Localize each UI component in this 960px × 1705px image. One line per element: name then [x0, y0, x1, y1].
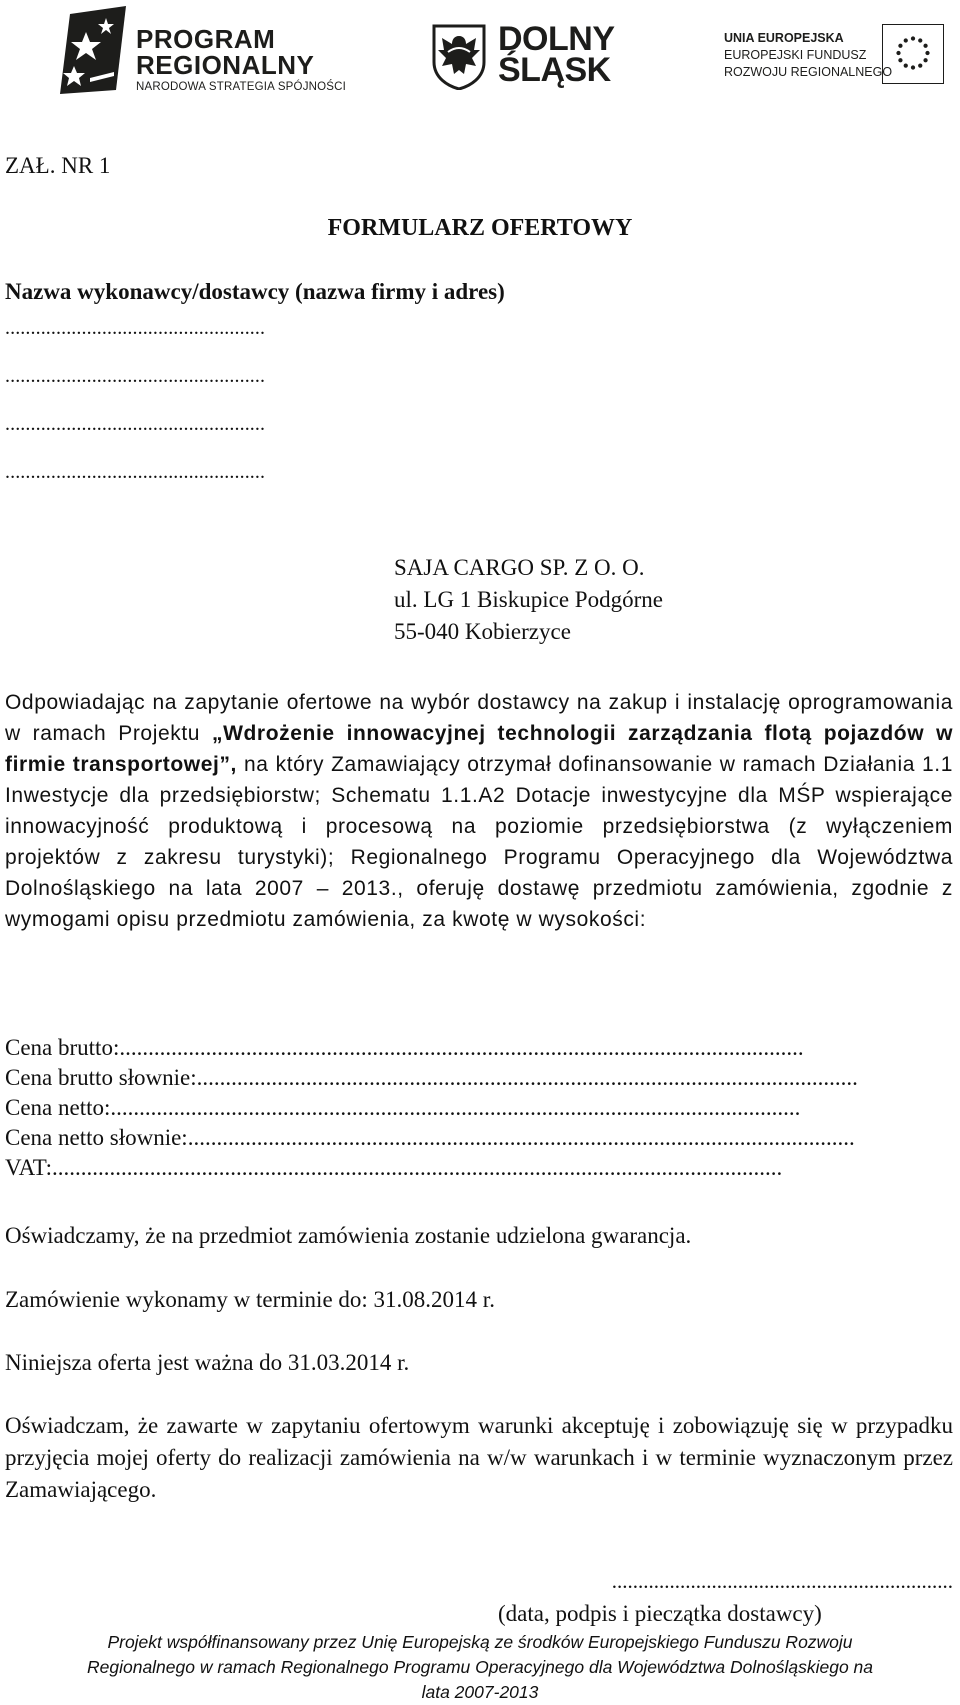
signature-dots: ................................................................. — [611, 1569, 953, 1593]
nss-subtitle: NARODOWA STRATEGIA SPÓJNOŚCI — [136, 81, 347, 93]
contractor-dot-line: ................................................... — [5, 413, 266, 435]
price-net-field — [5, 1093, 953, 1123]
eu-flag-icon — [882, 24, 944, 84]
intro-text-part1: Odpowiadając na zapytanie ofertowe na wybór dostawcy na zakup i instalację oprogramowania w ramach Projektu — [5, 691, 953, 745]
acceptance-declaration: Oświadczam, że zawarte w zapytaniu ofertowym warunki akceptuję i zobowiązuję się w przypadku przyjęcia mojej oferty do realizacji zamówienia na w/w warunkach i w terminie wyznaczonym przez Zamawiającego. — [5, 1413, 953, 1502]
signature-label: (data, podpis i pieczątka dostawcy) — [498, 1601, 822, 1626]
eagle-crest-icon — [430, 22, 488, 90]
price-net-words-label: Cena netto słownie: — [5, 1125, 188, 1150]
slask-label: ŚLĄSK — [498, 51, 611, 89]
price-gross-label: Cena brutto: — [5, 1035, 120, 1060]
footer-line: Projekt współfinansowany przez Unię Europejską ze środków Europejskiego Funduszu Rozwoju — [107, 1632, 853, 1652]
ue-fund-line1: EUROPEJSKI FUNDUSZ — [724, 48, 867, 62]
program-label: PROGRAM — [136, 24, 276, 54]
program-regionalny-logo — [56, 6, 356, 98]
recipient-city: 55-040 Kobierzyce — [394, 619, 571, 644]
eu-logo — [724, 24, 944, 90]
recipient-street: ul. LG 1 Biskupice Podgórne — [394, 587, 663, 612]
regionalny-label: REGIONALNY — [136, 50, 315, 80]
price-gross-words-label: Cena brutto słownie: — [5, 1065, 197, 1090]
intro-text-part2: na który Zamawiający otrzymał dofinansowanie w ramach Działania 1.1 Inwestycje dla przedsiębiorstw; Schematu 1.1.A2 Dotacje inwestycyjne dla MŚP wspierające innowacyjność produktową i procesową na poziomie przedsiębiorstwa (z wyłączeniem projektów z zakresu turystyki); Regionalnego Programu Operacyjnego dla Województwa Dolnośląskiego na lata 2007 – 2013., oferuję dostawę przedmiotu zamówienia, zgodnie z wymogami opisu przedmiotu zamówienia, za kwotę w wysokości: — [5, 753, 954, 931]
contractor-dot-line: ................................................... — [5, 317, 266, 339]
price-gross-words-field — [5, 1063, 953, 1093]
contractor-dot-line: ................................................... — [5, 365, 266, 387]
recipient-address — [394, 552, 663, 648]
price-gross-words-dots: ................................................................................................................... — [196, 1065, 858, 1090]
project-name: „Wdrożenie innowacyjnej technologii zarządzania flotą pojazdów w firmie transportowej”, — [5, 722, 954, 776]
price-net-words-field — [5, 1123, 953, 1153]
cofinancing-footer — [0, 1630, 960, 1705]
ue-fund-line2: ROZWOJU REGIONALNEGO — [724, 65, 893, 79]
dolny-label: DOLNY — [498, 20, 615, 58]
page-title: FORMULARZ OFERTOWY — [327, 215, 633, 241]
footer-line: Regionalnego w ramach Regionalnego Programu Operacyjnego dla Województwa Dolnośląskiego na — [86, 1657, 873, 1677]
vat-label: VAT: — [5, 1155, 52, 1180]
offer-intro-paragraph — [5, 687, 953, 935]
price-gross-dots: ....................................................................................................................... — [119, 1035, 804, 1060]
attachment-number: ZAŁ. NR 1 — [5, 153, 111, 178]
dolny-slask-logo — [430, 20, 630, 92]
delivery-deadline: Zamówienie wykonamy w terminie do: 31.08.2014 r. — [5, 1287, 495, 1312]
price-net-label: Cena netto: — [5, 1095, 111, 1120]
program-regionalny-emblem-icon — [56, 6, 128, 98]
contractor-label: Nazwa wykonawcy/dostawcy (nazwa firmy i adres) — [5, 279, 505, 304]
ue-title: UNIA EUROPEJSKA — [724, 31, 844, 45]
footer-line: lata 2007-2013 — [421, 1682, 539, 1702]
price-net-dots: ........................................................................................................................ — [110, 1095, 801, 1120]
contractor-dot-line: ................................................... — [5, 461, 266, 483]
price-gross-field — [5, 1033, 953, 1063]
offer-validity: Niniejsza oferta jest ważna do 31.03.2014 r. — [5, 1350, 410, 1375]
vat-field — [5, 1153, 953, 1183]
price-net-words-dots: .................................................................................................................... — [187, 1125, 855, 1150]
recipient-name: SAJA CARGO SP. Z O. O. — [394, 555, 645, 580]
vat-dots: ............................................................................................................................... — [52, 1155, 783, 1180]
guarantee-statement: Oświadczamy, że na przedmiot zamówienia zostanie udzielona gwarancja. — [5, 1223, 692, 1248]
